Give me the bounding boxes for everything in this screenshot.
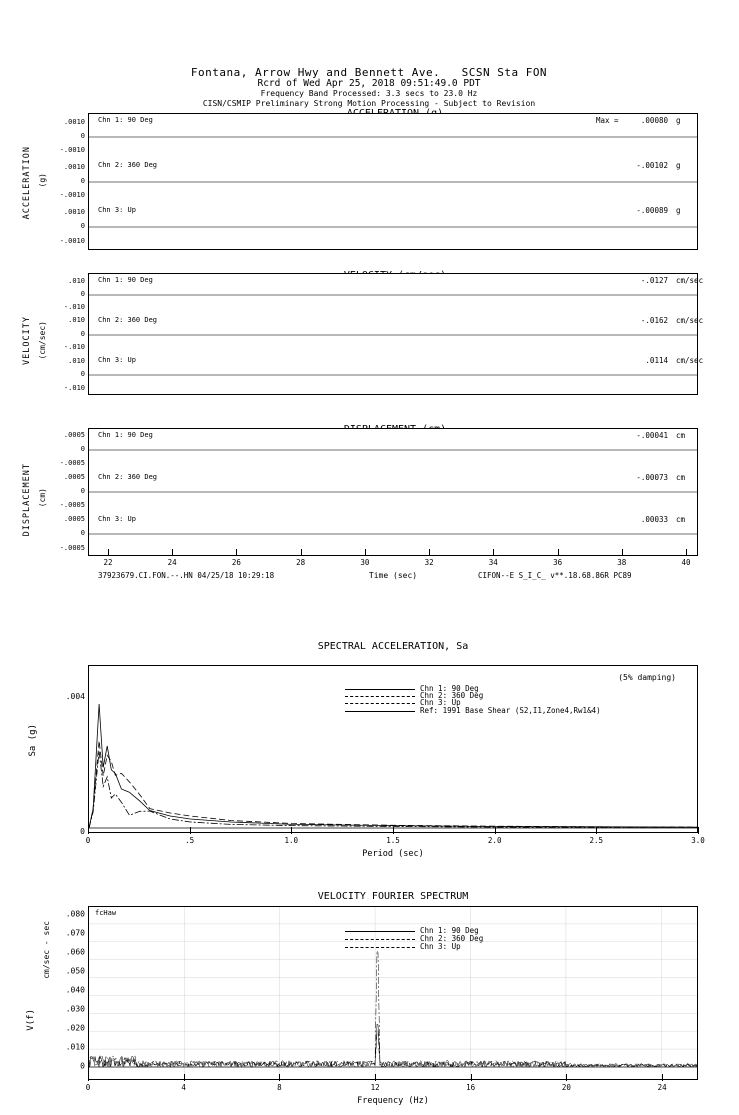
dis-chn2-ytick-zero: 0 <box>80 487 85 495</box>
page-title: Fontana, Arrow Hwy and Bennett Ave. SCSN Sta FON <box>190 66 548 79</box>
fourier-yunit: cm/sec - sec <box>41 921 51 979</box>
acc-chn1-ytick-zero: 0 <box>80 132 85 140</box>
dis-chn2-ytick-top: .0005 <box>63 473 85 481</box>
vel-chn3-ytick-top: .010 <box>68 357 85 365</box>
fourier-plot-frame <box>88 906 698 1080</box>
dis-chn3-ytick-top: .0005 <box>63 515 85 523</box>
dis-chn2-max: -.00073 <box>636 473 668 482</box>
spectral-legend-label-3: Chn 3: Up <box>420 698 461 707</box>
vel-chn3-ytick-zero: 0 <box>80 370 85 378</box>
acc-chn2-unit: g <box>676 161 681 170</box>
vel-chn3-unit: cm/sec <box>676 356 704 365</box>
displacement-side-label: DISPLACEMENT <box>22 463 32 537</box>
vel-chn1-unit: cm/sec <box>676 276 704 285</box>
acceleration-side-unit: (g) <box>37 172 47 188</box>
fourier-xlabel: Frequency (Hz) <box>357 1096 429 1106</box>
spectral-curves <box>89 666 697 832</box>
dis-chn2-ytick-bot: -.0005 <box>59 501 85 509</box>
acc-chn3-label: Chn 3: Up <box>98 206 136 214</box>
spectral-legend-label-1: Chn 1: 90 Deg <box>420 684 479 693</box>
acc-chn1-label: Chn 1: 90 Deg <box>98 116 153 124</box>
frequency-band-note: Frequency Band Processed: 3.3 secs to 23.0 Hz <box>260 89 478 98</box>
processing-note: CISN/CSMIP Preliminary Strong Motion Processing - Subject to Revision <box>202 99 536 108</box>
spectral-legend-line-1 <box>345 689 415 690</box>
acc-chn2-ytick-zero: 0 <box>80 177 85 185</box>
spectral-ytick-zero: 0 <box>80 827 85 836</box>
fourier-legend-label-2: Chn 2: 360 Deg <box>420 934 484 943</box>
vel-chn2-ytick-zero: 0 <box>80 330 85 338</box>
dis-chn2-label: Chn 2: 360 Deg <box>98 473 158 481</box>
spectral-legend-label-4: Ref: 1991 Base Shear (S2,I1,Zone4,Rw1&4) <box>420 706 601 715</box>
spectral-ytick-top: .004 <box>65 692 85 701</box>
fourier-legend-line-1 <box>345 931 415 932</box>
spectral-legend-line-4 <box>345 711 415 712</box>
vel-chn2-max: -.0162 <box>640 316 668 325</box>
dis-chn1-label: Chn 1: 90 Deg <box>98 431 153 439</box>
record-footer-left: 37923679.CI.FON.--.HN 04/25/18 10:29:18 <box>98 571 275 580</box>
acc-chn1-max: .00080 <box>640 116 668 125</box>
time-axis-label: Time (sec) <box>368 571 418 580</box>
vel-chn1-ytick-bot: -.010 <box>63 303 85 311</box>
fourier-legend-label-3: Chn 3: Up <box>420 942 461 951</box>
fourier-legend-label-1: Chn 1: 90 Deg <box>420 926 479 935</box>
velocity-traces <box>89 274 697 394</box>
record-datetime: Rcrd of Wed Apr 25, 2018 09:51:49.0 PDT <box>257 78 481 89</box>
velocity-side-unit: (cm/sec) <box>37 320 47 360</box>
fourier-ylabel: V(f) <box>26 1009 36 1031</box>
acc-chn2-ytick-bot: -.0010 <box>59 191 85 199</box>
vel-chn2-ytick-top: .010 <box>68 316 85 324</box>
spectral-ylabel: Sa (g) <box>28 723 38 757</box>
spectral-legend-line-2 <box>345 696 415 697</box>
acc-chn2-max: -.00102 <box>636 161 668 170</box>
spectral-title: SPECTRAL ACCELERATION, Sa <box>317 641 469 652</box>
vel-chn3-label: Chn 3: Up <box>98 356 136 364</box>
acc-chn1-ytick-bot: -.0010 <box>59 146 85 154</box>
record-footer-right: CIFON--E S_I_C_ v**.18.68.86R PC89 <box>478 571 632 580</box>
acc-chn2-ytick-top: .0010 <box>63 163 85 171</box>
acc-chn3-unit: g <box>676 206 681 215</box>
dis-chn3-unit: cm <box>676 515 686 524</box>
dis-chn1-unit: cm <box>676 431 686 440</box>
fourier-corner-note: fcHaw <box>95 909 117 917</box>
acc-max-prefix: Max = <box>596 116 619 125</box>
dis-chn1-max: -.00041 <box>636 431 668 440</box>
acc-chn2-label: Chn 2: 360 Deg <box>98 161 158 169</box>
spectral-xlabel: Period (sec) <box>362 849 424 859</box>
seismic-record-plot-page: Fontana, Arrow Hwy and Bennett Ave. SCSN Sta FON Rcrd of Wed Apr 25, 2018 09:51:49.0 PDT Frequency Band Processed: 3.3 secs to 23.0 Hz CISN/CSMIP Preliminary Strong Motion Processing - Subject to Revision ACCELERATION (g) Chn 1: 90 Deg Chn 2: 360 Deg Chn 3: Up Max = .00080 g -.00102 g -.00089 g .0010 0 -.0010 .0010 0 -.0010 .0010 0 -.0010 VELOCITY (cm/sec) Chn 1: 90 Deg Chn 2: 360 Deg Chn 3: Up -.0127 cm/sec -.0162 cm/sec .0114 cm/sec .010 0 -.010 .010 0 -.010 .010 0 -.010 DISPLACEMENT (cm) Chn 1: 90 Deg Chn 2: 360 Deg Chn 3: Up -.00041 cm -.00073 cm .00033 cm .0005 0 -.0005 .0005 0 -.0005 .0005 0 -.0005 22 24 26 28 30 32 34 36 38 40 Time (sec) 37923679.CI.FON.--.HN 04/25/18 10:29:18 CIFON--E S_I_C_ v**.18.68.86R PC89 SPECTRAL ACCELERATION, Sa Sa (g) .004 0 (5% damping) 0 .5 1.0 1.5 2.0 2.5 3.0 Period (sec) Chn 1: 90 Deg Chn 2: 360 Deg Chn 3: Up Ref: 1991 Base Shear (S2,I1,Zone4,Rw1&4) VELOCITY FOURIER SPECTRUM V(f) cm/sec - sec fcHaw .080 .070 .060 .050 .040 .030 .020 .010 0 0 4 8 12 16 20 24 Frequency (Hz) Chn 1: 90 Deg Chn 2: 360 Deg Chn 3: Up <box>22 66 705 1106</box>
dis-chn3-max: .00033 <box>640 515 668 524</box>
dis-chn3-label: Chn 3: Up <box>98 515 136 523</box>
acceleration-side-label: ACCELERATION <box>22 145 32 220</box>
spectral-legend-label-2: Chn 2: 360 Deg <box>420 691 484 700</box>
acceleration-plot-frame <box>88 113 698 250</box>
fourier-curves <box>89 907 697 1079</box>
dis-chn3-ytick-bot: -.0005 <box>59 544 85 552</box>
dis-chn1-ytick-top: .0005 <box>63 431 85 439</box>
spectral-legend-line-3 <box>345 703 415 704</box>
acc-chn3-ytick-top: .0010 <box>63 208 85 216</box>
displacement-side-unit: (cm) <box>37 488 47 508</box>
acceleration-traces <box>89 114 697 249</box>
acc-chn3-ytick-bot: -.0010 <box>59 237 85 245</box>
dis-chn3-ytick-zero: 0 <box>80 529 85 537</box>
vel-chn3-ytick-bot: -.010 <box>63 384 85 392</box>
acc-chn1-ytick-top: .0010 <box>63 118 85 126</box>
dis-chn1-ytick-zero: 0 <box>80 445 85 453</box>
vel-chn1-label: Chn 1: 90 Deg <box>98 276 153 284</box>
fourier-legend-line-3 <box>345 947 415 948</box>
vel-chn2-unit: cm/sec <box>676 316 704 325</box>
vel-chn3-max: .0114 <box>645 356 668 365</box>
displacement-traces <box>89 429 697 555</box>
spectral-plot-frame <box>88 665 698 833</box>
fourier-title: VELOCITY FOURIER SPECTRUM <box>317 891 469 902</box>
acc-chn3-max: -.00089 <box>636 206 668 215</box>
vel-chn1-max: -.0127 <box>640 276 668 285</box>
vel-chn1-ytick-zero: 0 <box>80 290 85 298</box>
fourier-legend-line-2 <box>345 939 415 940</box>
dis-chn2-unit: cm <box>676 473 686 482</box>
vel-chn2-label: Chn 2: 360 Deg <box>98 316 158 324</box>
vel-chn1-ytick-top: .010 <box>68 277 85 285</box>
displacement-plot-frame <box>88 428 698 556</box>
velocity-side-label: VELOCITY <box>22 315 32 365</box>
spectral-damping-note: (5% damping) <box>618 673 676 682</box>
acc-chn1-unit: g <box>676 116 681 125</box>
acc-chn3-ytick-zero: 0 <box>80 222 85 230</box>
velocity-plot-frame <box>88 273 698 395</box>
vel-chn2-ytick-bot: -.010 <box>63 343 85 351</box>
dis-chn1-ytick-bot: -.0005 <box>59 459 85 467</box>
